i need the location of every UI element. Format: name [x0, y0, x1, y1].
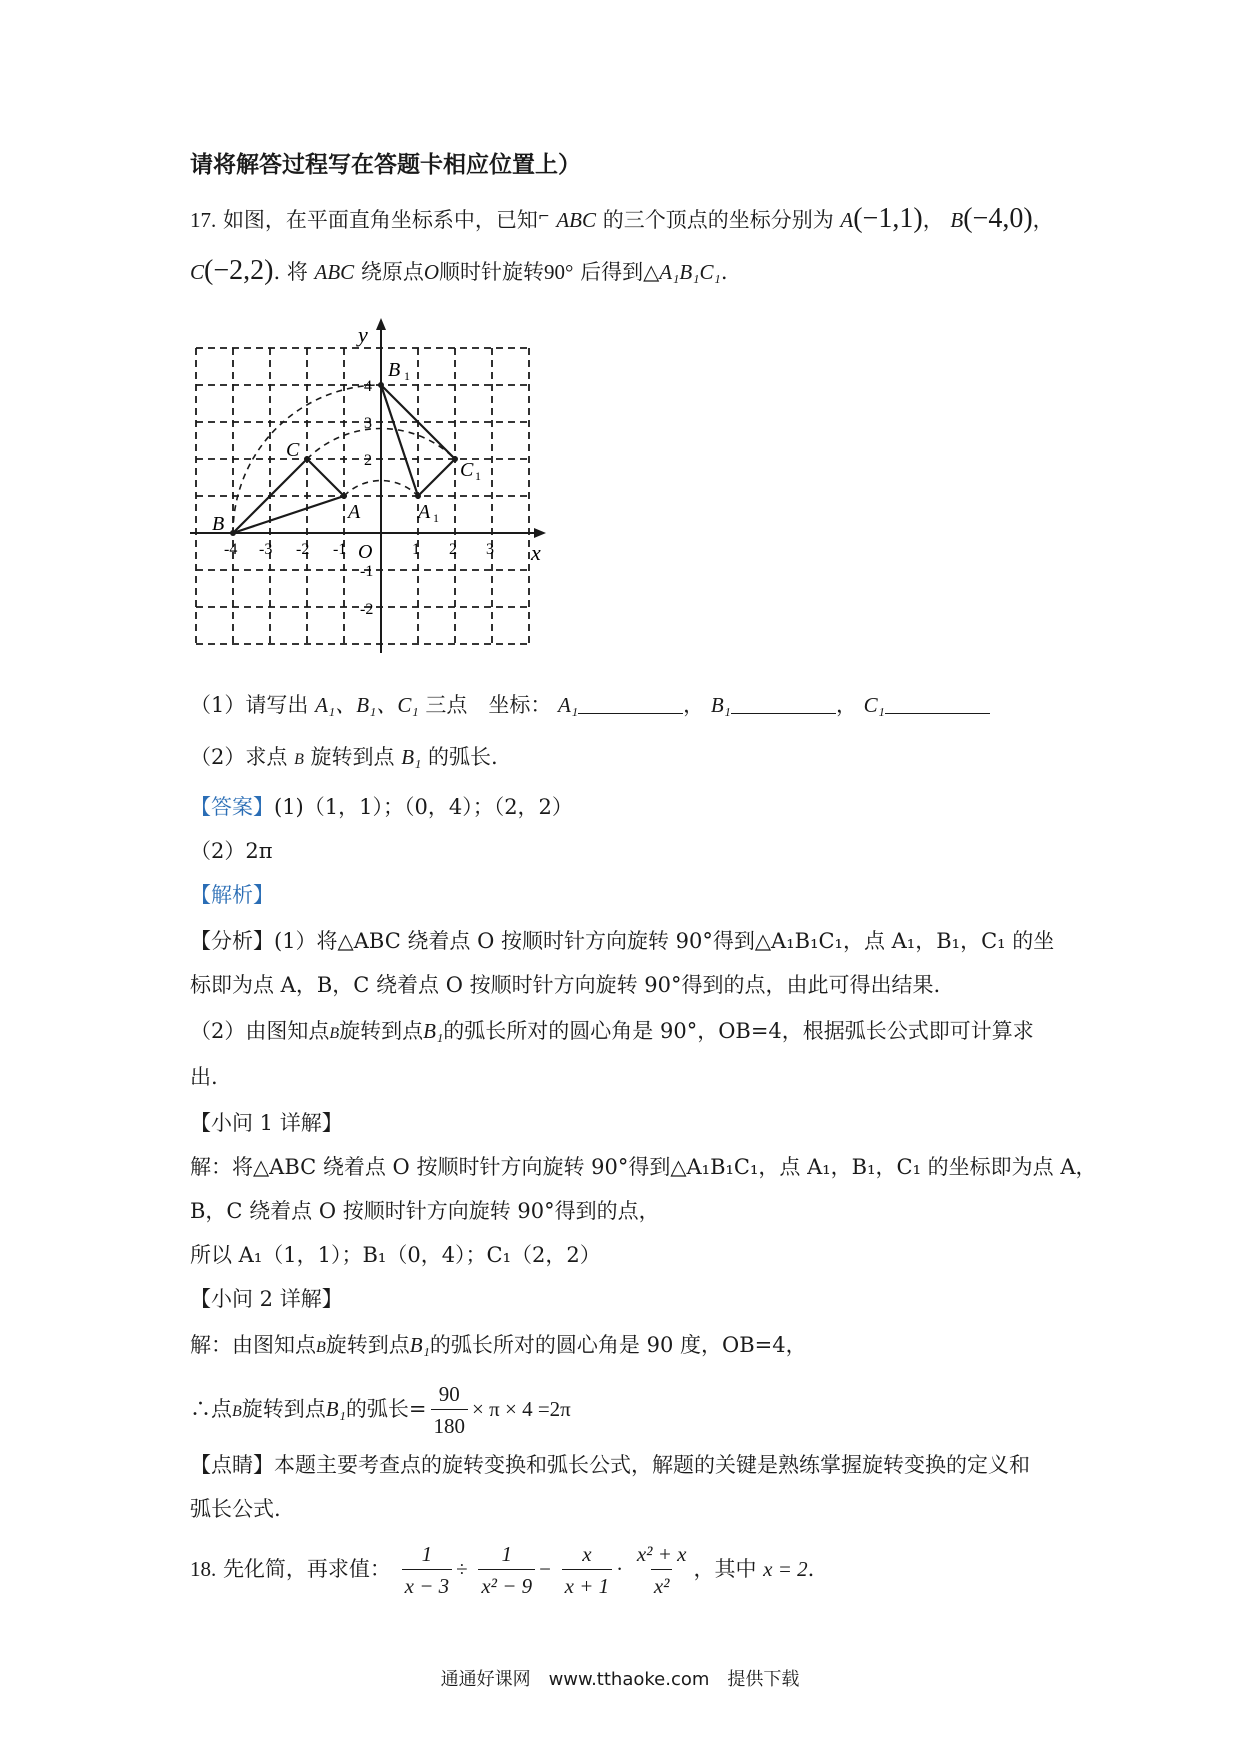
svg-text:3: 3 [364, 415, 372, 432]
section-heading: 请将解答过程写在答题卡相应位置上） [190, 151, 581, 178]
answer-line-2: （2）2π [190, 839, 273, 863]
answer-line-1: 【答案】(1)（1，1）；（0，4）；（2，2） [190, 795, 573, 819]
svg-text:4: 4 [364, 378, 372, 395]
y-axis-arrow [376, 318, 386, 330]
label-b: B [212, 513, 225, 535]
q18-stem: 18. 先化简，再求值： $\frac{1}{x - 3}$ ÷ $\frac{1}{\text{x² − 9}}$ − $\frac{x}{x + 1}$ · $\frac{\text{x² + x}}{\text{x²}}$ ，其中 x = 2. [190, 1532, 814, 1606]
y-axis-label: y [358, 322, 368, 347]
q18-frac-4: $\frac{\text{x² + x}}{\text{x²}}$ [634, 1539, 690, 1602]
q18-frac-3: $\frac{x}{x + 1}$ [562, 1539, 613, 1602]
svg-text:-1: -1 [333, 541, 347, 558]
q17-part1: （1）请写出 A₁、B₁、C₁ 三点 坐标： A₁ ， B₁ ， C₁ [190, 690, 990, 720]
sub1-line-3: 所以 A₁（1，1）；B₁（0，4）；C₁（2，2） [190, 1243, 601, 1267]
q17-number: 17. [190, 208, 217, 232]
label-c1: C [460, 459, 474, 481]
svg-text:1: 1 [475, 469, 481, 483]
analysis-line-3: （2）由图知点B旋转到点B₁的弧长所对的圆心角是 90°，OB=4，根据弧长公式即可计算求 [190, 1019, 1034, 1043]
analysis-line-1: 【分析】(1）将△ABC 绕着点 O 按顺时针方向旋转 90°得到△A₁B₁C₁，点 A₁，B₁，C₁ 的坐 [190, 929, 1055, 953]
label-a: A [348, 501, 361, 523]
analysis-tag: 【解析】 [190, 883, 274, 907]
analysis-line-2: 标即为点 A，B，C 绕着点 O 按顺时针方向旋转 90°得到的点，由此可得出结果. [190, 973, 941, 997]
answer-tag: 【答案】 [190, 795, 274, 819]
x-axis-label: x [531, 540, 541, 565]
sub2-line-1: 解：由图知点B旋转到点B₁的弧长所对的圆心角是 90 度，OB=4， [190, 1333, 807, 1357]
blank-b1 [731, 693, 836, 714]
sub1-heading: 【小问 1 详解】 [190, 1111, 343, 1135]
svg-text:-3: -3 [259, 541, 273, 558]
blank-a1 [578, 693, 683, 714]
label-a1: A [418, 501, 431, 523]
q18-frac-2: $\frac{1}{\text{x² − 9}}$ [478, 1539, 535, 1602]
sub2-heading: 【小问 2 详解】 [190, 1287, 343, 1311]
q18-frac-1: $\frac{1}{x - 3}$ [402, 1539, 453, 1602]
comment-line-2: 弧长公式. [190, 1497, 281, 1521]
q17-part2: （2）求点 B 旋转到点 B₁ 的弧长. [190, 745, 498, 769]
analysis-line-4: 出. [190, 1065, 218, 1089]
label-c: C [286, 439, 300, 461]
svg-text:-1: -1 [360, 563, 374, 580]
comment-line-1: 【点睛】本题主要考查点的旋转变换和弧长公式，解题的关键是熟练掌握旋转变换的定义和 [190, 1453, 1030, 1477]
svg-text:3: 3 [486, 541, 494, 558]
arc-fraction: $\frac{90}{180}$ [431, 1379, 469, 1442]
svg-text:2: 2 [364, 452, 372, 469]
svg-text:-4: -4 [224, 541, 238, 558]
blank-c1 [885, 693, 990, 714]
label-b1: B [388, 359, 401, 381]
x-axis-arrow [534, 528, 546, 538]
q17-stem-line-1: 17. 如图，在平面直角坐标系中，已知⌐ ABC 的三个顶点的坐标分别为 A(−1,1)， B(−4,0)， [190, 203, 1054, 234]
y-tick-labels [360, 378, 373, 618]
sub1-line-1: 解：将△ABC 绕着点 O 按顺时针方向旋转 90°得到△A₁B₁C₁，点 A₁，B₁，C₁ 的坐标即为点 A， [190, 1155, 1097, 1179]
origin-label: O [358, 541, 373, 563]
sub2-line-2: ∴点B旋转到点B₁的弧长= $\frac{90}{180}$ × π × 4 =2π [190, 1374, 571, 1447]
page-footer: 通通好课网 www.tthaoke.com 提供下载 [440, 1669, 800, 1690]
svg-text:-2: -2 [296, 541, 310, 558]
svg-text:1: 1 [412, 541, 420, 558]
svg-text:1: 1 [433, 511, 439, 525]
rotation-figure [186, 318, 546, 658]
svg-text:-2: -2 [360, 601, 374, 618]
svg-text:1: 1 [404, 369, 410, 383]
svg-text:2: 2 [449, 541, 457, 558]
sub1-line-2: B，C 绕着点 O 按顺时针方向旋转 90°得到的点， [190, 1199, 660, 1223]
q17-stem-line-2: C(−2,2). 将 ABC 绕原点O顺时针旋转90° 后得到△A₁B₁C₁. [190, 255, 728, 286]
